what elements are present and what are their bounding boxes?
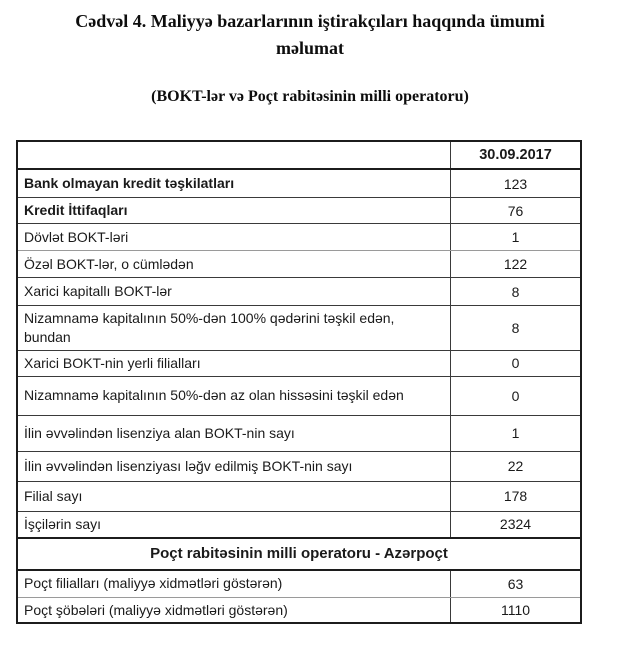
table-row — [18, 481, 580, 511]
table-row — [18, 197, 580, 223]
row-label: İşçilərin sayı — [24, 515, 102, 532]
row-value: 178 — [450, 482, 580, 511]
row-value: 123 — [450, 170, 580, 197]
row-value: 122 — [450, 251, 580, 277]
table-header-row — [18, 142, 580, 170]
table-row — [18, 451, 580, 481]
document-header — [0, 8, 620, 106]
table-row — [18, 170, 580, 197]
row-label: Filial sayı — [24, 487, 83, 504]
table-row — [18, 376, 580, 415]
table-row — [18, 571, 580, 597]
row-value: 22 — [450, 452, 580, 481]
row-label: Xarici BOKT-nin yerli filialları — [24, 354, 201, 371]
table-row — [18, 250, 580, 277]
table-row — [18, 350, 580, 376]
table-section-header: Poçt rabitəsinin milli operatoru - Azərpoçt — [18, 537, 580, 571]
table-row — [18, 597, 580, 623]
table-row — [18, 223, 580, 250]
row-label: Özəl BOKT-lər, o cümlədən — [24, 255, 194, 272]
row-value: 1 — [450, 224, 580, 250]
row-label: İlin əvvəlindən lisenziya alan BOKT-nin sayı — [24, 424, 295, 441]
row-label: Nizamnamə kapitalının 50%-dən az olan hissəsini təşkil edən — [24, 387, 404, 404]
row-value: 8 — [450, 306, 580, 350]
table-row — [18, 277, 580, 305]
row-value: 1110 — [450, 598, 580, 623]
row-value: 0 — [450, 377, 580, 415]
table-row — [18, 511, 580, 537]
row-value: 63 — [450, 571, 580, 597]
row-value: 2324 — [450, 512, 580, 537]
row-value: 0 — [450, 351, 580, 376]
data-table — [16, 140, 582, 624]
row-label: Poçt filialları (maliyyə xidmətləri göstərən) — [24, 575, 283, 592]
row-label: Poçt şöbələri (maliyyə xidmətləri göstərən) — [24, 601, 288, 618]
row-value: 1 — [450, 416, 580, 451]
table-row — [18, 415, 580, 451]
row-label: Bank olmayan kredit təşkilatları — [24, 175, 235, 192]
table-row — [18, 305, 580, 350]
row-label: Nizamnamə kapitalının 50%-dən 100% qədərini təşkil edən, bundan — [24, 310, 395, 345]
page-subtitle: (BOKT-lər və Poçt rabitəsinin milli operatoru) — [151, 88, 469, 105]
row-label: Dövlət BOKT-ləri — [24, 228, 129, 245]
row-value: 76 — [450, 198, 580, 223]
row-label: İlin əvvəlindən lisenziyası ləğv edilmiş BOKT-nin sayı — [24, 457, 353, 474]
row-value: 8 — [450, 278, 580, 305]
page-title: Cədvəl 4. Maliyyə bazarlarının iştirakçıları haqqında ümumi məlumat — [75, 11, 545, 58]
row-label: Kredit İttifaqları — [24, 202, 128, 219]
header-empty-cell — [18, 142, 450, 168]
row-label: Xarici kapitallı BOKT-lər — [24, 283, 172, 300]
header-date-cell: 30.09.2017 — [450, 142, 580, 168]
